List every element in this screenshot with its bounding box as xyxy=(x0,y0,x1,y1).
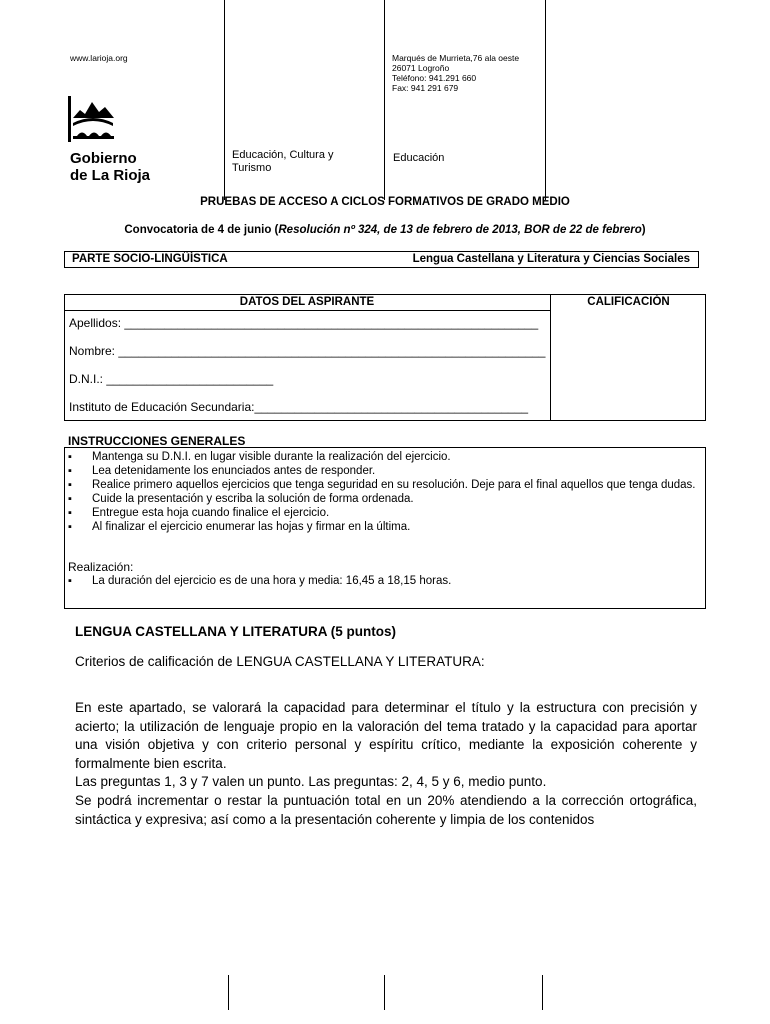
list-item: ▪ Al finalizar el ejercicio enumerar las hojas y firmar en la última. xyxy=(68,520,708,534)
criteria-paragraph-1: En este apartado, se valorará la capacidad para determinar el título y la estructura con precisión y acierto; la utilización de lenguaje propio en la valoración del tema tratado y la capacidad para aportar una visión objetiva y con criterio personal y espíritu crítico, mediante la exposición coherente y formalmente bien escrita. xyxy=(75,700,697,771)
criteria-heading: Criterios de calificación de LENGUA CASTELLANA Y LITERATURA: xyxy=(75,654,485,669)
footer-divider-3 xyxy=(542,975,543,1010)
table-header-rule xyxy=(64,310,550,311)
government-name: Gobierno de La Rioja xyxy=(70,150,151,184)
convocatoria-line: Convocatoria de 4 de junio (Resolución nº 324, de 13 de febrero de 2013, BOR de 22 de febrero) xyxy=(124,224,646,236)
footer-divider-1 xyxy=(228,975,229,1010)
list-item: ▪ Cuide la presentación y escriba la solución de forma ordenada. xyxy=(68,492,708,506)
part-name: PARTE SOCIO-LINGÜÍSTICA xyxy=(72,253,228,265)
list-item: ▪ Realice primero aquellos ejercicios que tenga seguridad en su resolución. Deje para el final aquellos que tenga dudas. xyxy=(68,478,708,492)
apellidos-field[interactable]: Apellidos: ______________________________________________________________ xyxy=(69,316,539,330)
applicant-data-header: DATOS DEL ASPIRANTE xyxy=(239,296,375,308)
document-title: PRUEBAS DE ACCESO A CICLOS FORMATIVOS DE GRADO MEDIO xyxy=(200,196,570,208)
department-1: Educación, Cultura y Turismo xyxy=(232,149,334,174)
nombre-field[interactable]: Nombre: ________________________________________________________________ xyxy=(69,344,546,358)
header-divider-2 xyxy=(384,0,385,200)
part-box xyxy=(64,251,699,268)
list-item: ▪ Lea detenidamente los enunciados antes de responder. xyxy=(68,464,708,478)
instructions-title: INSTRUCCIONES GENERALES xyxy=(68,434,246,448)
grade-header: CALIFICACIÓN xyxy=(587,296,670,308)
part-subject: Lengua Castellana y Literatura y Ciencias Sociales xyxy=(412,253,690,265)
department-2: Educación xyxy=(393,152,445,164)
footer-divider-2 xyxy=(384,975,385,1010)
section-heading: LENGUA CASTELLANA Y LITERATURA (5 puntos) xyxy=(75,624,396,639)
criteria-paragraph-3: Se podrá incrementar o restar la puntuación total en un 20% atendiendo a la corrección ortográfica, sintáctica y expresiva; así como a la presentación coherente y limpia de los contenidos xyxy=(75,793,697,827)
instituto-field[interactable]: Instituto de Educación Secundaria:_________________________________________ xyxy=(69,400,529,414)
realizacion-label: Realización: xyxy=(68,560,134,574)
header-divider-3 xyxy=(545,0,546,200)
list-item: ▪ La duración del ejercicio es de una hora y media: 16,45 a 18,15 horas. xyxy=(68,574,708,588)
header-divider-1 xyxy=(224,0,225,200)
list-item: ▪ Entregue esta hoja cuando finalice el ejercicio. xyxy=(68,506,708,520)
table-divider xyxy=(550,294,551,421)
criteria-paragraph-2: Las preguntas 1, 3 y 7 valen un punto. Las preguntas: 2, 4, 5 y 6, medio punto. xyxy=(75,774,547,789)
la-rioja-logo-icon xyxy=(68,96,118,142)
address-block: Marqués de Murrieta,76 ala oeste 26071 Logroño Teléfono: 941.291 660 Fax: 941 291 679 xyxy=(392,53,520,93)
dni-field[interactable]: D.N.I.: _________________________ xyxy=(69,372,274,386)
realizacion-list xyxy=(68,574,708,588)
list-item: ▪ Mantenga su D.N.I. en lugar visible durante la realización del ejercicio. xyxy=(68,450,708,464)
website-link[interactable]: www.larioja.org xyxy=(70,53,128,63)
instructions-list xyxy=(68,450,708,534)
